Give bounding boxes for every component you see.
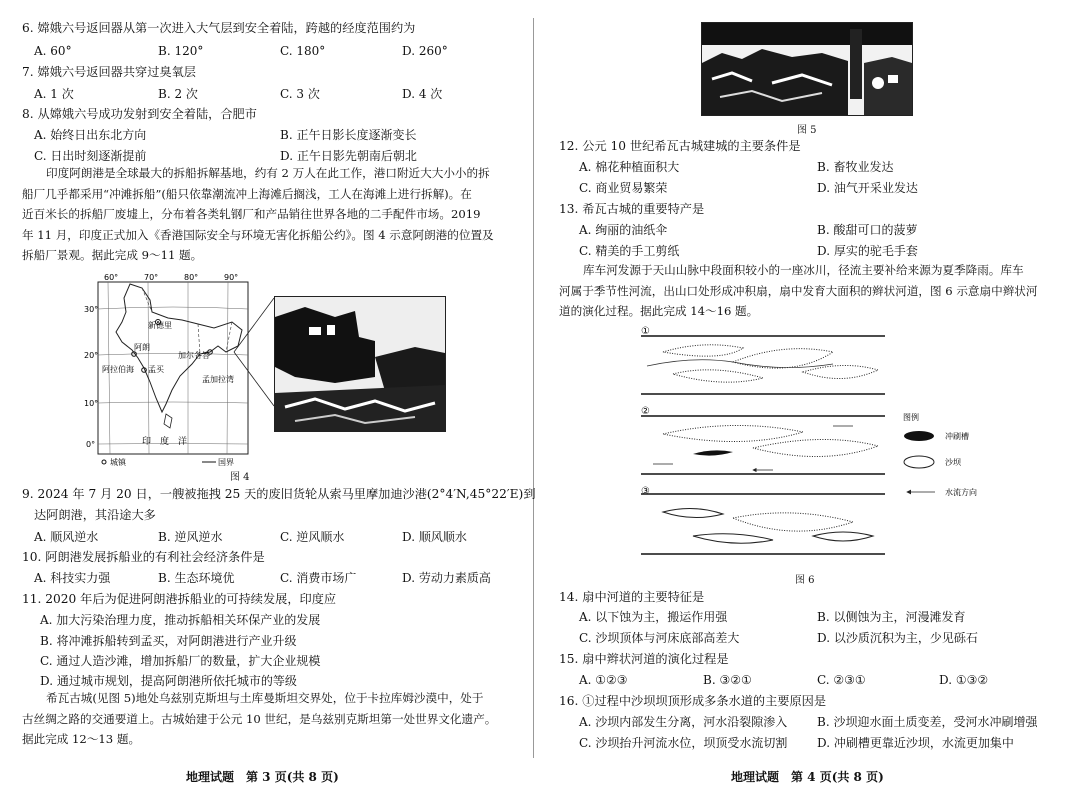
place-alang: 阿朗	[134, 343, 150, 352]
passage-line: 道的演化过程。据此完成 14～16 题。	[559, 304, 759, 319]
question-9-stem-line2: 达阿朗港，其沿途大多	[34, 508, 156, 522]
passage-line: 库车河发源于天山山脉中段面积较小的一座冰川，径流主要补给来源为夏季降雨。库车	[583, 263, 1024, 277]
figure-5-khiva-photo	[701, 22, 913, 116]
q7-option-c: C. 3 次	[280, 87, 320, 101]
place-indian-ocean: 印 度 洋	[142, 437, 188, 447]
q15-option-c: C. ②③①	[817, 673, 866, 687]
q12-option-a: A. 棉花种植面积大	[579, 160, 680, 174]
figure-6-braided-channel-diagram	[633, 322, 1013, 566]
q12-option-d: D. 油气开采业发达	[817, 181, 918, 195]
page-3-footer: 地理试题 第 3 页(共 8 页)	[186, 770, 339, 784]
legend-title: 图例	[903, 413, 919, 422]
india-map-graphic	[82, 272, 254, 472]
page-4	[533, 0, 1066, 800]
question-8-stem: 8. 从嫦娥六号成功发射到安全着陆，合肥市	[22, 107, 257, 121]
q7-option-a: A. 1 次	[34, 87, 74, 101]
passage-kuche-river	[559, 260, 1049, 322]
khiva-photo-graphic	[702, 23, 912, 115]
question-7-stem: 7. 嫦娥六号返回器共穿过臭氧层	[22, 65, 196, 79]
passage-line: 船厂几乎都采用“冲滩拆船”(船只依靠潮流冲上海滩后搁浅，工人在海滩上进行拆解)。在	[22, 186, 472, 201]
q8-option-d: D. 正午日影先朝南后朝北	[280, 149, 417, 163]
legend-sand-bar-label: 沙坝	[945, 458, 961, 467]
q7-option-b: B. 2 次	[158, 87, 198, 101]
q6-option-d: D. 260°	[402, 44, 448, 58]
question-9-stem-line1: 9. 2024 年 7 月 20 日，一艘被拖拽 25 天的废旧货轮从索马里摩加迪沙港(2°4′N,45°22′E)到	[22, 487, 536, 501]
lat-label-30: 30°	[84, 305, 99, 314]
q8-option-a: A. 始终日出东北方向	[34, 128, 147, 142]
q9-option-a: A. 顺风逆水	[34, 530, 99, 544]
figure-5-caption: 图 5	[797, 125, 817, 136]
page-4-footer: 地理试题 第 4 页(共 8 页)	[731, 770, 884, 784]
lat-label-10: 10°	[84, 399, 99, 408]
q10-option-a: A. 科技实力强	[34, 571, 111, 585]
figure-6-legend	[903, 412, 977, 497]
question-11-stem: 11. 2020 年后为促进阿朗港拆船业的可持续发展，印度应	[22, 592, 337, 606]
question-15-stem: 15. 扇中辫状河道的演化过程是	[559, 652, 729, 666]
question-14-stem: 14. 扇中河道的主要特征是	[559, 590, 705, 604]
figure-4-map	[82, 272, 254, 472]
q9-option-b: B. 逆风逆水	[158, 530, 223, 544]
q12-option-c: C. 商业贸易繁荣	[579, 181, 668, 195]
question-6-stem: 6. 嫦娥六号返回器从第一次进入大气层到安全着陆，跨越的经度范围约为	[22, 21, 416, 35]
figure-4-shipbreaking-photo	[274, 296, 446, 432]
shipbreaking-photo-graphic	[275, 297, 445, 431]
braided-channel-graphic	[633, 322, 1013, 566]
q16-option-a: A. 沙坝内部发生分离，河水沿裂隙渗入	[579, 715, 788, 729]
lat-label-0: 0°	[86, 440, 96, 449]
q8-option-b: B. 正午日影长度逐渐变长	[280, 128, 417, 142]
passage-line: 年 11 月，印度正式加入《香港国际安全与环境无害化拆船公约》。图 4 示意阿朗港的位置及	[22, 227, 494, 242]
q13-option-d: D. 厚实的驼毛手套	[817, 244, 918, 258]
lat-label-20: 20°	[84, 351, 99, 360]
legend-city-symbol	[102, 460, 106, 464]
q10-option-d: D. 劳动力素质高	[402, 571, 491, 585]
q16-option-c: C. 沙坝抬升河流水位，坝顶受水流切割	[579, 736, 788, 750]
legend-flow-label: 水流方向	[945, 488, 977, 497]
legend-sand-bar-symbol	[904, 456, 934, 468]
q15-option-d: D. ①③②	[939, 673, 989, 687]
q8-option-c: C. 日出时刻逐渐提前	[34, 149, 147, 163]
passage-line: 河属于季节性河流，出山口处形成冲积扇，扇中发育大面积的辫状河道，图 6 示意扇中辫状河	[559, 283, 1038, 298]
q14-option-b: B. 以侧蚀为主，河漫滩发育	[817, 610, 966, 624]
question-12-stem: 12. 公元 10 世纪希瓦古城建城的主要条件是	[559, 139, 801, 153]
legend-city-label: 城镇	[110, 458, 126, 467]
lon-label-80: 80°	[184, 273, 199, 282]
q11-option-a: A. 加大污染治理力度，推动拆船相关环保产业的发展	[40, 613, 321, 627]
figure-6-caption: 图 6	[795, 575, 815, 586]
q10-option-c: C. 消费市场广	[280, 571, 357, 585]
passage-line: 印度阿朗港是全球最大的拆船拆解基地，约有 2 万人在此工作，港口附近大大小小的拆	[46, 166, 490, 180]
figure-4-caption: 图 4	[230, 472, 250, 483]
map-callout-lines	[232, 292, 276, 412]
legend-border-label: 国界	[218, 458, 234, 467]
stage-label-3: ③	[641, 486, 650, 497]
q16-option-b: B. 沙坝迎水面土质变差，受河水冲刷增强	[817, 715, 1038, 729]
q10-option-b: B. 生态环境优	[158, 571, 235, 585]
q11-option-b: B. 将冲滩拆船转到孟买，对阿朗港进行产业升级	[40, 634, 297, 648]
lon-label-60: 60°	[104, 273, 119, 282]
passage-line: 据此完成 12～13 题。	[22, 732, 141, 747]
q11-option-c: C. 通过人造沙滩，增加拆船厂的数量，扩大企业规模	[40, 654, 321, 668]
q6-option-b: B. 120°	[158, 44, 204, 58]
place-kolkata: 加尔各答	[178, 351, 210, 360]
passage-alang-port	[22, 163, 512, 266]
place-new-delhi: 新德里	[148, 321, 172, 330]
q6-option-c: C. 180°	[280, 44, 326, 58]
q12-option-b: B. 畜牧业发达	[817, 160, 894, 174]
q14-option-d: D. 以沙质沉积为主，少见砾石	[817, 631, 978, 645]
stage-3-channel	[641, 494, 885, 554]
question-13-stem: 13. 希瓦古城的重要特产是	[559, 202, 705, 216]
legend-scour-trough-label: 冲刷槽	[945, 432, 969, 441]
question-10-stem: 10. 阿朗港发展拆船业的有利社会经济条件是	[22, 550, 265, 564]
stage-2-channel	[641, 416, 885, 474]
legend-scour-trough-symbol	[904, 431, 934, 441]
place-bay-of-bengal: 孟加拉湾	[202, 375, 234, 384]
q15-option-b: B. ③②①	[703, 673, 752, 687]
passage-line: 拆船厂景观。据此完成 9～11 题。	[22, 248, 203, 263]
passage-line: 古丝绸之路的交通要道上。古城始建于公元 10 世纪，是乌兹别克斯坦第一处世界文化遗产。	[22, 711, 497, 726]
q7-option-d: D. 4 次	[402, 87, 443, 101]
q11-option-d: D. 通过城市规划，提高阿朗港所依托城市的等级	[40, 674, 297, 688]
q14-option-a: A. 以下蚀为主，搬运作用强	[579, 610, 728, 624]
stage-1-channel	[641, 336, 885, 394]
q13-option-b: B. 酸甜可口的菠萝	[817, 223, 918, 237]
passage-khiva	[22, 688, 512, 750]
sri-lanka-outline	[164, 414, 172, 428]
lon-label-90: 90°	[224, 273, 239, 282]
passage-line: 希瓦古城(见图 5)地处乌兹别克斯坦与土库曼斯坦交界处，位于卡拉库姆沙漠中，处于	[46, 691, 484, 705]
q9-option-c: C. 逆风顺水	[280, 530, 345, 544]
place-arabian-sea: 阿拉伯海	[102, 365, 134, 374]
q13-option-a: A. 绚丽的油纸伞	[579, 223, 668, 237]
q13-option-c: C. 精美的手工剪纸	[579, 244, 680, 258]
lon-label-70: 70°	[144, 273, 159, 282]
place-mumbai: 孟买	[148, 365, 164, 374]
q14-option-c: C. 沙坝顶体与河床底部高差大	[579, 631, 740, 645]
stage-label-1: ①	[641, 326, 650, 337]
passage-line: 近百米长的拆船厂废墟上，分布着各类轧钢厂和产品销往世界各地的二手配件市场。2019	[22, 207, 481, 222]
q15-option-a: A. ①②③	[579, 673, 628, 687]
q6-option-a: A. 60°	[34, 44, 72, 58]
q16-option-d: D. 冲刷槽更靠近沙坝，水流更加集中	[817, 736, 1014, 750]
stage-label-2: ②	[641, 406, 650, 417]
q9-option-d: D. 顺风顺水	[402, 530, 467, 544]
question-16-stem: 16. ①过程中沙坝坝顶形成多条水道的主要原因是	[559, 694, 827, 708]
